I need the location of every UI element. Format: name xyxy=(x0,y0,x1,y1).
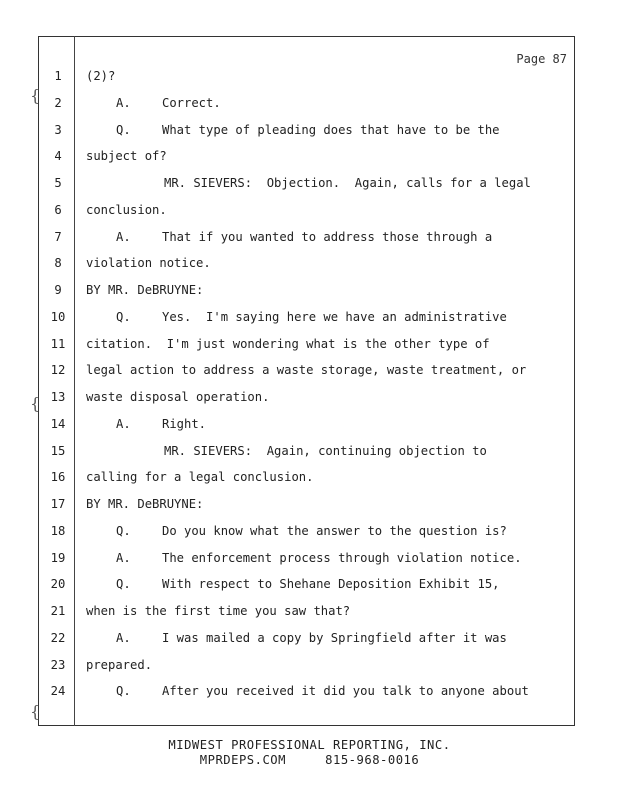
line-text xyxy=(86,253,211,273)
line-content: conclusion. xyxy=(86,202,167,217)
line-text xyxy=(116,307,507,327)
line-content: violation notice. xyxy=(86,256,211,271)
line-number: 11 xyxy=(50,336,66,351)
transcript-line xyxy=(38,146,575,166)
line-text xyxy=(86,146,167,166)
speaker-label: A. xyxy=(116,95,131,110)
transcript-line xyxy=(38,521,575,541)
transcript-line xyxy=(38,173,575,193)
margin-bracket-mark: { xyxy=(30,394,41,413)
margin-bracket-mark: { xyxy=(30,86,41,105)
line-content: calling for a legal conclusion. xyxy=(86,470,314,485)
line-text xyxy=(116,93,221,113)
line-text xyxy=(86,66,115,86)
transcript-line xyxy=(38,681,575,701)
line-number: 10 xyxy=(50,309,66,324)
transcript-line xyxy=(38,360,575,380)
line-number: 15 xyxy=(50,443,66,458)
line-content: The enforcement process through violation notice. xyxy=(162,550,522,565)
margin-rule xyxy=(74,36,75,726)
line-content: Correct. xyxy=(162,95,221,110)
line-number: 20 xyxy=(50,577,66,592)
line-number: 7 xyxy=(54,229,62,244)
speaker-label: A. xyxy=(116,416,131,431)
line-text xyxy=(116,628,507,648)
speaker-label: A. xyxy=(116,630,131,645)
line-content: Do you know what the answer to the question is? xyxy=(162,523,507,538)
line-text xyxy=(164,173,531,193)
line-text xyxy=(86,601,350,621)
line-content: MR. SIEVERS: Again, continuing objection to xyxy=(164,443,487,458)
line-text xyxy=(86,334,490,354)
transcript-line xyxy=(38,414,575,434)
line-content: BY MR. DeBRUYNE: xyxy=(86,497,204,511)
line-text xyxy=(86,655,152,675)
transcript-line xyxy=(38,334,575,354)
line-content: Right. xyxy=(162,416,207,431)
speaker-label: Q. xyxy=(116,122,131,137)
line-text xyxy=(86,200,167,220)
transcript-line xyxy=(38,441,575,461)
line-text xyxy=(86,360,526,380)
transcript-line xyxy=(38,120,575,140)
line-text xyxy=(86,494,203,514)
transcript-line xyxy=(38,66,575,86)
line-content: citation. I'm just wondering what is the other type of xyxy=(86,336,490,351)
transcript-line xyxy=(38,494,575,514)
speaker-label: Q. xyxy=(116,577,131,592)
footer-company: MIDWEST PROFESSIONAL REPORTING, INC. xyxy=(168,738,451,752)
line-number: 14 xyxy=(50,416,66,431)
transcript-line xyxy=(38,280,575,300)
line-text xyxy=(116,548,522,568)
transcript-line xyxy=(38,93,575,113)
line-number: 2 xyxy=(54,95,62,110)
line-content: BY MR. DeBRUYNE: xyxy=(86,283,204,297)
line-content: That if you wanted to address those through a xyxy=(162,229,493,244)
line-number: 21 xyxy=(50,604,66,618)
line-text xyxy=(86,387,269,407)
line-text xyxy=(116,574,500,594)
line-content: MR. SIEVERS: Objection. Again, calls for a legal xyxy=(164,176,531,190)
line-content: (2)? xyxy=(86,69,116,83)
transcript-page xyxy=(38,36,575,726)
footer-website: MPRDEPS.COM xyxy=(199,753,286,767)
transcript-line xyxy=(38,467,575,487)
line-number: 6 xyxy=(54,202,62,217)
transcript-line xyxy=(38,628,575,648)
line-content: legal action to address a waste storage, waste treatment, or xyxy=(86,363,527,378)
line-number: 9 xyxy=(54,283,62,297)
line-text xyxy=(86,280,203,300)
speaker-label: A. xyxy=(116,550,131,565)
transcript-line xyxy=(38,387,575,407)
line-content: prepared. xyxy=(86,657,153,672)
line-number: 3 xyxy=(54,122,62,137)
transcript-line xyxy=(38,307,575,327)
line-text xyxy=(116,120,500,140)
transcript-line xyxy=(38,200,575,220)
transcript-line xyxy=(38,655,575,675)
transcript-line xyxy=(38,253,575,273)
transcript-line xyxy=(38,601,575,621)
line-content: What type of pleading does that have to be the xyxy=(162,122,500,137)
line-content: when is the first time you saw that? xyxy=(86,604,351,618)
transcript-line xyxy=(38,227,575,247)
line-number: 5 xyxy=(54,176,62,190)
speaker-label: A. xyxy=(116,229,131,244)
line-number: 8 xyxy=(54,256,62,271)
line-text xyxy=(116,681,529,701)
line-number: 24 xyxy=(50,684,66,699)
speaker-label: Q. xyxy=(116,309,131,324)
line-number: 12 xyxy=(50,363,66,378)
footer-phone: 815-968-0016 xyxy=(325,753,420,767)
line-number: 22 xyxy=(50,630,66,645)
transcript-line xyxy=(38,574,575,594)
line-content: With respect to Shehane Deposition Exhibit 15, xyxy=(162,577,500,592)
transcript-line xyxy=(38,548,575,568)
speaker-label: Q. xyxy=(116,684,131,699)
footer-contact xyxy=(0,753,619,767)
line-content: After you received it did you talk to anyone about xyxy=(162,684,529,699)
speaker-label: Q. xyxy=(116,523,131,538)
line-number: 18 xyxy=(50,523,66,538)
line-number: 1 xyxy=(54,69,62,83)
page-number: Page 87 xyxy=(516,52,567,66)
line-text xyxy=(164,441,487,461)
line-number: 16 xyxy=(50,470,66,485)
margin-bracket-mark: { xyxy=(30,702,41,721)
line-text xyxy=(116,227,492,247)
line-text xyxy=(116,414,206,434)
line-number: 19 xyxy=(50,550,66,565)
line-content: Yes. I'm saying here we have an administrative xyxy=(162,309,507,324)
line-number: 4 xyxy=(54,149,62,164)
line-number: 17 xyxy=(50,497,66,511)
line-number: 23 xyxy=(50,657,66,672)
line-content: waste disposal operation. xyxy=(86,390,270,404)
line-text xyxy=(116,521,507,541)
line-content: I was mailed a copy by Springfield after it was xyxy=(162,630,507,645)
line-number: 13 xyxy=(50,390,66,404)
line-text xyxy=(86,467,313,487)
line-content: subject of? xyxy=(86,149,167,164)
